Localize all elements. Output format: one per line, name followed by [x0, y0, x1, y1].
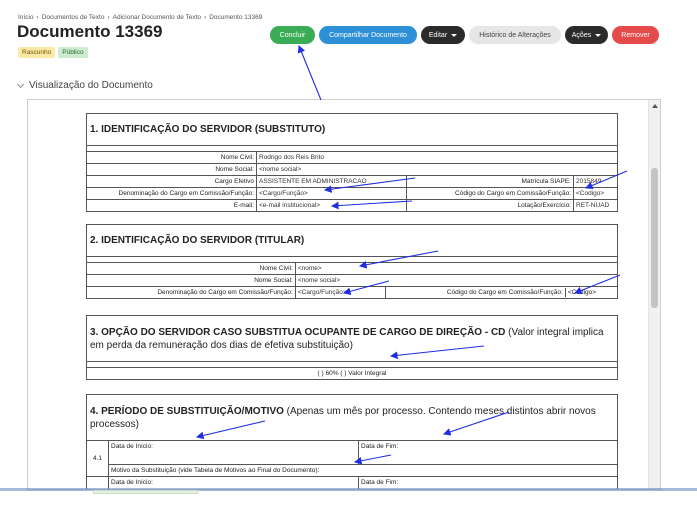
document-content — [86, 113, 618, 490]
denominacao-label: Denominação do Cargo em Comissão/Função: — [87, 188, 257, 200]
breadcrumb-separator: › — [36, 14, 39, 21]
titular-nome-social-value: <nome social> — [295, 275, 617, 287]
email-label: E-mail: — [87, 200, 257, 212]
document-viewer[interactable] — [27, 99, 661, 490]
chevron-down-icon — [451, 34, 457, 37]
end-date-field[interactable]: Data de Fim: — [359, 441, 618, 465]
matricula-value: 2015849 — [574, 176, 618, 188]
edit-label: Editar — [428, 31, 448, 39]
breadcrumb-current: Documento 13369 — [209, 14, 263, 21]
codigo-label: Código do Cargo em Comissão/Função: — [407, 188, 574, 200]
nome-social-value: <nome social> — [257, 164, 618, 176]
arrow-to-conclude — [299, 46, 321, 100]
start-date-field[interactable]: Data de Início: — [109, 441, 359, 465]
titular-nome-civil-value: <nome> — [295, 263, 617, 275]
viewer-scrollbar[interactable] — [648, 100, 660, 489]
titular-nome-civil-label: Nome Civil: — [87, 263, 296, 275]
section-4-title-note: (Apenas um mês por processo. Contendo meses distintos abrir novos processos) — [90, 405, 596, 430]
section-4-table — [86, 394, 618, 490]
document-preview-toggle[interactable] — [18, 80, 153, 91]
section-gap — [86, 299, 618, 315]
actions-label: Ações — [571, 31, 592, 39]
section-3-title — [87, 316, 618, 362]
section-3-title-note: (Valor integral implica em perda da remuneração dos dias de efetiva substituição) — [90, 326, 604, 351]
cargo-efetivo-value: ASSISTENTE EM ADMINISTRACAO — [257, 176, 407, 188]
section-1-table — [86, 113, 618, 212]
email-value: <e-mail institucional> — [257, 200, 407, 212]
mini-tab[interactable] — [93, 490, 198, 494]
lotacao-label: Lotação/Exercício: — [407, 200, 574, 212]
nome-social-label: Nome Social: — [87, 164, 257, 176]
actions-dropdown-button[interactable] — [565, 26, 608, 44]
section-gap — [86, 212, 618, 224]
nome-civil-value: Rodrigo dos Reis Brito — [257, 152, 618, 164]
titular-codigo-value: <Codigo> — [567, 289, 597, 296]
lotacao-value: RET-NUAD — [574, 200, 618, 212]
titular-denominacao-value: <Cargo/Função> — [295, 287, 385, 299]
cd-options[interactable]: ( ) 60% ( ) Valor Integral — [87, 368, 618, 380]
breadcrumb-add-document[interactable]: Adicionar Documento de Texto — [112, 14, 202, 21]
reason-field[interactable]: Motivo da Substituição (vide Tabela de Motivos ao Final do Documento): — [109, 465, 618, 477]
codigo-value: <Codigo> — [574, 188, 618, 200]
end-date-field-2[interactable]: Data de Fim: — [359, 477, 618, 491]
row-number: 4.1 — [87, 441, 109, 477]
section-3-table — [86, 315, 618, 380]
share-document-button[interactable]: Compartilhar Documento — [319, 26, 417, 44]
edit-dropdown-button[interactable] — [421, 26, 465, 44]
titular-codigo-cell — [385, 287, 617, 299]
start-date-field-2[interactable]: Data de Início: — [109, 477, 359, 491]
section-2-title: 2. IDENTIFICAÇÃO DO SERVIDOR (TITULAR) — [87, 225, 618, 257]
breadcrumb-separator: › — [107, 14, 110, 21]
section-4-title-bold: 4. PERÍODO DE SUBSTITUIÇÃO/MOTIVO — [90, 405, 284, 417]
breadcrumb-text-documents[interactable]: Documentos de Texto — [41, 14, 105, 21]
section-4-title — [87, 395, 618, 441]
section-3-title-bold: 3. OPÇÃO DO SERVIDOR CASO SUBSTITUA OCUPANTE DE CARGO DE DIREÇÃO - CD — [90, 326, 506, 338]
chevron-down-icon — [17, 80, 24, 87]
document-preview-title: Visualização do Documento — [29, 80, 153, 91]
toolbar — [270, 26, 659, 44]
remove-button[interactable]: Remover — [612, 26, 659, 44]
breadcrumb — [18, 14, 262, 21]
page-title: Documento 13369 — [17, 22, 163, 41]
breadcrumb-separator: › — [204, 14, 207, 21]
cargo-efetivo-label: Cargo Efetivo — [87, 176, 257, 188]
denominacao-value: <Cargo/Função> — [257, 188, 407, 200]
scroll-up-icon[interactable] — [652, 104, 658, 108]
change-history-button[interactable]: Histórico de Alterações — [469, 26, 561, 44]
section-2-table — [86, 224, 618, 299]
draft-badge: Rascunho — [18, 47, 55, 58]
titular-denominacao-label: Denominação do Cargo em Comissão/Função: — [87, 287, 296, 299]
scrollbar-thumb[interactable] — [651, 168, 658, 308]
status-badges — [18, 47, 88, 58]
bottom-bar — [0, 491, 697, 507]
section-gap — [86, 380, 618, 394]
chevron-down-icon — [595, 34, 601, 37]
titular-nome-social-label: Nome Social: — [87, 275, 296, 287]
breadcrumb-home[interactable]: Início — [18, 14, 34, 21]
nome-civil-label: Nome Civil: — [87, 152, 257, 164]
public-badge: Público — [58, 47, 87, 58]
matricula-label: Matrícula SIAPE: — [407, 176, 574, 188]
conclude-button[interactable]: Concluir — [270, 26, 315, 44]
section-1-title: 1. IDENTIFICAÇÃO DO SERVIDOR (SUBSTITUTO) — [87, 114, 618, 146]
titular-codigo-label: Código do Cargo em Comissão/Função: — [386, 288, 566, 297]
